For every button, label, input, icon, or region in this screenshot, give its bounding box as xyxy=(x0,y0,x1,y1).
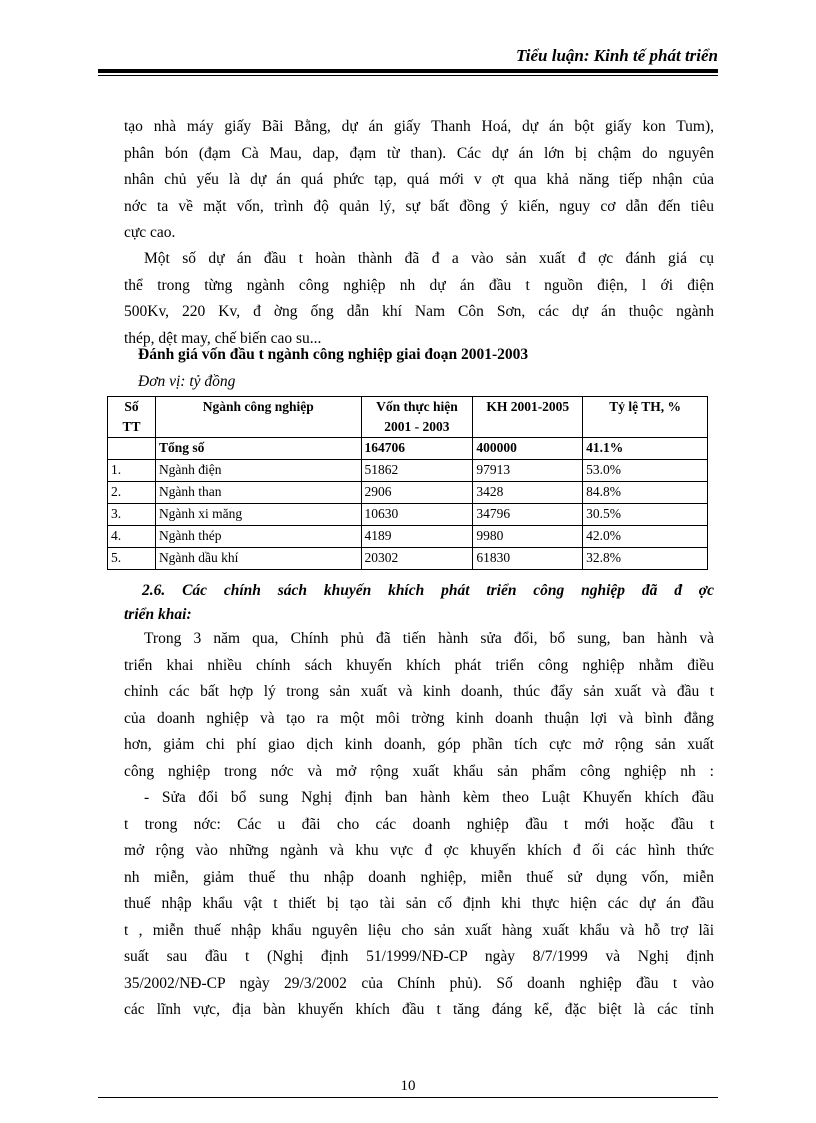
document-header-title: Tiểu luận: Kinh tế phát triển xyxy=(516,46,718,65)
cell-rate: 84.8% xyxy=(583,482,708,504)
table-unit-note: Đơn vị: tỷ đồng xyxy=(138,373,236,390)
cell-stt: 2. xyxy=(108,482,156,504)
header-plan: KH 2001-2005 xyxy=(473,397,583,438)
section-heading xyxy=(124,579,714,627)
text-line: cực cao. xyxy=(124,224,176,241)
header-rule-thin xyxy=(98,75,718,76)
header-capital-line2: 2001 - 2003 xyxy=(384,419,450,434)
cell-plan: 61830 xyxy=(473,548,583,570)
text-line: công nghiệp trong nớc và mở rộng xuất khẩu sản phẩm công nghiệp nh : xyxy=(124,762,714,780)
cell-capital: 2906 xyxy=(361,482,473,504)
cell-capital: 4189 xyxy=(361,526,473,548)
cell-plan: 400000 xyxy=(473,438,583,460)
cell-industry: Tổng số xyxy=(155,438,361,460)
text-line: t trong nớc: Các u đãi cho các doanh nghiệp đầu t mới hoặc đầu t xyxy=(124,815,714,833)
cell-plan: 97913 xyxy=(473,460,583,482)
text-line: Một số dự án đầu t hoàn thành đã đ a vào sản xuất đ ợc đánh giá cụ xyxy=(144,250,714,267)
cell-stt xyxy=(108,438,156,460)
cell-industry: Ngành thép xyxy=(155,526,361,548)
table-row xyxy=(108,482,708,504)
header-capital-line1: Vốn thực hiện xyxy=(376,399,458,414)
text-line: tạo nhà máy giấy Bãi Bằng, dự án giấy Thanh Hoá, dự án bột giấy kon Tum), xyxy=(124,118,714,135)
cell-capital: 164706 xyxy=(361,438,473,460)
cell-capital: 20302 xyxy=(361,548,473,570)
cell-stt: 1. xyxy=(108,460,156,482)
section-heading-line: triển khai: xyxy=(124,606,192,623)
text-line: suất sau đầu t (Nghị định 51/1999/NĐ-CP ngày 8/7/1999 và Nghị định xyxy=(124,948,714,965)
cell-stt: 5. xyxy=(108,548,156,570)
cell-rate: 42.0% xyxy=(583,526,708,548)
table-row xyxy=(108,526,708,548)
text-line: phân bón (đạm Cà Mau, dap, đạm từ than). Các dự án lớn bị chậm do nguyên xyxy=(124,144,714,162)
header-rate: Tỷ lệ TH, % xyxy=(583,397,708,438)
header-capital xyxy=(361,397,473,438)
cell-industry: Ngành dầu khí xyxy=(155,548,361,570)
investment-table xyxy=(107,396,708,570)
text-line: - Sửa đổi bổ sung Nghị định ban hành kèm theo Luật Khuyến khích đầu xyxy=(144,789,714,806)
text-line: mở rộng vào những ngành và khu vực đ ợc khuyến khích đ ối các hình thức xyxy=(124,842,714,859)
text-line: triển khai nhiều chính sách khuyến khích phát triển công nghiệp nhằm điều xyxy=(124,656,714,674)
cell-stt: 4. xyxy=(108,526,156,548)
cell-capital: 51862 xyxy=(361,460,473,482)
text-line: nhân chủ yếu là dự án quá phức tạp, quá mới v ợt qua khả năng tiếp nhận của xyxy=(124,171,714,188)
cell-stt: 3. xyxy=(108,504,156,526)
text-line: các lĩnh vực, địa bàn khuyến khích đầu t tăng đáng kể, đặc biệt là các tỉnh xyxy=(124,1001,714,1018)
cell-plan: 34796 xyxy=(473,504,583,526)
text-line: thể trong từng ngành công nghiệp nh dự án đầu t nguồn điện, l ới điện xyxy=(124,276,714,294)
header-rule-thick xyxy=(98,69,718,73)
text-line: thuế nhập khẩu vật t thiết bị tạo tài sản cố định khi thực hiện các dự án đầu xyxy=(124,895,714,912)
text-line: Trong 3 năm qua, Chính phủ đã tiến hành sửa đổi, bổ sung, ban hành và xyxy=(144,630,714,647)
paragraph-2 xyxy=(124,246,714,352)
table-row-total xyxy=(108,438,708,460)
text-line: 500Kv, 220 Kv, đ ờng ống dẫn khí Nam Côn Sơn, các dự án thuộc ngành xyxy=(124,303,714,320)
paragraph-1 xyxy=(124,114,714,247)
cell-industry: Ngành điện xyxy=(155,460,361,482)
paragraph-4 xyxy=(124,785,714,1024)
cell-rate: 30.5% xyxy=(583,504,708,526)
section-heading-line: 2.6. Các chính sách khuyến khích phát triển công nghiệp đã đ ợc xyxy=(142,582,714,599)
table-row xyxy=(108,504,708,526)
text-line: chỉnh các bất hợp lý trong sản xuất và kinh doanh, thúc đẩy sản xuất và đầu t xyxy=(124,683,714,700)
page-number: 10 xyxy=(400,1078,416,1094)
paragraph-3 xyxy=(124,626,714,785)
table-header-row xyxy=(108,397,708,438)
footer-rule xyxy=(98,1097,718,1098)
text-line: 35/2002/NĐ-CP ngày 29/3/2002 của Chính phủ). Số doanh nghiệp đầu t vào xyxy=(124,974,714,992)
table-row xyxy=(108,548,708,570)
cell-rate: 53.0% xyxy=(583,460,708,482)
header-stt-line2: TT xyxy=(122,419,141,434)
cell-rate: 32.8% xyxy=(583,548,708,570)
table-row xyxy=(108,460,708,482)
cell-rate: 41.1% xyxy=(583,438,708,460)
cell-industry: Ngành xi măng xyxy=(155,504,361,526)
text-line: thép, dệt may, chế biến cao su... xyxy=(124,329,322,347)
text-line: nh miễn, giảm thuế thu nhập doanh nghiệp, miễn thuế sử dụng vốn, miễn xyxy=(124,868,714,886)
header-stt xyxy=(108,397,156,438)
header-industry: Ngành công nghiệp xyxy=(155,397,361,438)
text-line: nớc ta về mặt vốn, trình độ quản lý, sự bất đồng ý kiến, nguy cơ dẫn đến tiêu xyxy=(124,197,714,215)
table-title: Đánh giá vốn đầu t ngành công nghiệp giai đoạn 2001-2003 xyxy=(138,346,529,363)
text-line: của doanh nghiệp và tạo ra một môi trờng kinh doanh thuận lợi và bình đẳng xyxy=(124,709,714,727)
header-stt-line1: Số xyxy=(124,399,139,414)
text-line: hơn, giảm chi phí giao dịch kinh doanh, góp phần tích cực mở rộng sản xuất xyxy=(124,736,714,753)
text-line: t , miễn thuế nhập khẩu nguyên liệu cho sản xuất hàng xuất khẩu và hỗ trợ lãi xyxy=(124,921,714,939)
cell-plan: 3428 xyxy=(473,482,583,504)
cell-plan: 9980 xyxy=(473,526,583,548)
cell-capital: 10630 xyxy=(361,504,473,526)
cell-industry: Ngành than xyxy=(155,482,361,504)
